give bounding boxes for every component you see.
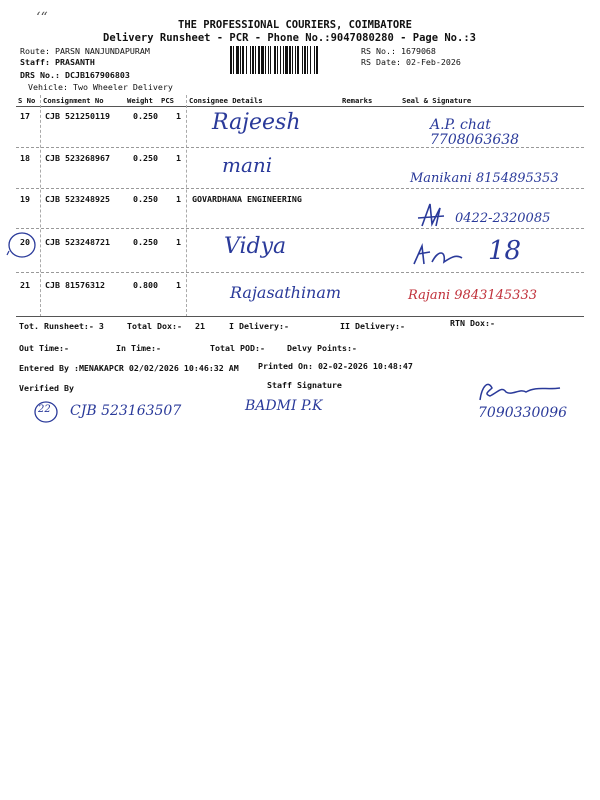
row-consignment: CJB 81576312 — [45, 280, 105, 290]
row-sno: 21 — [20, 280, 30, 290]
handwritten-signature: 18 — [488, 236, 522, 266]
row-pcs: 1 — [176, 280, 181, 290]
barcode-bar — [261, 46, 264, 74]
barcode-bar — [310, 46, 311, 74]
handwritten-scribble — [410, 240, 470, 270]
rs-date: RS Date: 02-Feb-2026 — [361, 57, 461, 67]
barcode-bar — [304, 46, 306, 74]
total-dox-value: 21 — [195, 321, 205, 331]
barcode-bar — [252, 46, 254, 74]
barcode-bar — [314, 46, 315, 74]
barcode-bar — [307, 46, 308, 74]
barcode-bar — [283, 46, 284, 74]
row-pcs: 1 — [176, 153, 181, 163]
row-consignment: CJB 523248721 — [45, 237, 110, 247]
row-consignee: GOVARDHANA ENGINEERING — [192, 194, 302, 204]
vehicle-text: Vehicle: Two Wheeler Delivery — [28, 82, 173, 92]
row-divider — [16, 188, 584, 189]
barcode-bar — [274, 46, 276, 74]
handwritten-phone: 0422-2320085 — [455, 211, 551, 226]
staff-signature-label: Staff Signature — [267, 380, 342, 390]
total-runsheet: Tot. Runsheet:- 3 — [19, 321, 104, 331]
verified-by-label: Verified By — [19, 383, 74, 393]
page-subtitle: Delivery Runsheet - PCR - Phone No.:9047080280 - Page No.:3 — [103, 32, 476, 44]
row-weight: 0.800 — [133, 280, 158, 290]
barcode-bar — [316, 46, 318, 74]
row-pcs: 1 — [176, 237, 181, 247]
handwritten-consignment: CJB 523163507 — [70, 403, 182, 419]
ii-delivery: II Delivery:- — [340, 321, 405, 331]
barcode-bar — [233, 46, 234, 74]
entered-by: Entered By :MENAKAPCR 02/02/2026 10:46:32 AM — [19, 363, 239, 373]
row-consignment: CJB 521250119 — [45, 111, 110, 121]
barcode-bar — [236, 46, 239, 74]
handwritten-signature: Rajani 9843145333 — [408, 288, 537, 303]
col-header-weight: Weight — [127, 96, 153, 105]
row-weight: 0.250 — [133, 194, 158, 204]
barcode-bar — [242, 46, 244, 74]
barcode-bar — [230, 46, 232, 74]
barcode-bar — [297, 46, 299, 74]
rs-number: RS No.: 1679068 — [361, 46, 436, 56]
barcode-bar — [250, 46, 251, 74]
barcode-bar — [277, 46, 278, 74]
row-consignment: CJB 523248925 — [45, 194, 110, 204]
row-sno: 17 — [20, 111, 30, 121]
handwritten-signature: Manikani 8154895353 — [410, 171, 559, 186]
rtn-dox: RTN Dox:- — [450, 318, 495, 328]
row-consignment: CJB 523268967 — [45, 153, 110, 163]
row-weight: 0.250 — [133, 111, 158, 121]
barcode-bar — [258, 46, 260, 74]
column-divider — [186, 95, 187, 317]
col-header-consignment: Consignment No — [43, 96, 104, 105]
printed-on: Printed On: 02-02-2026 10:48:47 — [258, 361, 413, 371]
delvy-points: Delvy Points:- — [287, 343, 357, 353]
barcode-bar — [255, 46, 256, 74]
row-sno: 19 — [20, 194, 30, 204]
handwritten-receiver: Vidya — [224, 234, 287, 259]
row-sno: 18 — [20, 153, 30, 163]
handwritten-receiver: Rajeesh — [212, 110, 301, 135]
handwritten-phone: 7090330096 — [478, 405, 568, 421]
barcode-bar — [295, 46, 296, 74]
handwritten-receiver: mani — [222, 153, 273, 177]
handwritten-staff-name: BADMI P.K — [245, 398, 323, 414]
row-divider — [16, 147, 584, 148]
total-dox-label: Total Dox:- — [127, 321, 182, 331]
column-divider — [40, 95, 41, 317]
barcode-bar — [240, 46, 241, 74]
col-header-pcs: PCS — [161, 96, 174, 105]
barcode-bar — [265, 46, 266, 74]
barcode-bar — [280, 46, 281, 74]
drs-text: DRS No.: DCJB167906803 — [20, 70, 130, 80]
col-header-seal-signature: Seal & Signature — [402, 96, 472, 105]
handwritten-receiver: Rajasathinam — [230, 283, 342, 302]
row-divider — [16, 272, 584, 273]
col-header-sno: S No — [18, 96, 36, 105]
barcode-bar — [246, 46, 247, 74]
i-delivery: I Delivery:- — [229, 321, 289, 331]
barcode-bar — [289, 46, 291, 74]
handwritten-scribble — [476, 378, 566, 404]
row-sno: 20 — [20, 237, 30, 247]
row-pcs: 1 — [176, 111, 181, 121]
total-pod: Total POD:- — [210, 343, 265, 353]
scan-mark: ‘“ — [36, 10, 48, 26]
row-pcs: 1 — [176, 194, 181, 204]
handwritten-scribble — [416, 200, 446, 230]
barcode-bar — [285, 46, 288, 74]
handwritten-number: 22 — [38, 404, 51, 415]
out-time: Out Time:- — [19, 343, 69, 353]
company-title: THE PROFESSIONAL COURIERS, COIMBATORE — [178, 19, 412, 31]
table-bottom-divider — [16, 316, 584, 317]
barcode-bar — [302, 46, 303, 74]
col-header-consignee: Consignee Details — [189, 96, 263, 105]
barcode-bar — [268, 46, 269, 74]
barcode-bar — [292, 46, 293, 74]
barcode — [230, 46, 358, 74]
col-header-remarks: Remarks — [342, 96, 373, 105]
row-weight: 0.250 — [133, 153, 158, 163]
barcode-bar — [270, 46, 271, 74]
row-divider — [16, 228, 584, 229]
route-text: Route: PARSN NANJUNDAPURAM — [20, 46, 150, 56]
row-weight: 0.250 — [133, 237, 158, 247]
handwritten-signature: A.P. chat 7708063638 — [430, 117, 520, 148]
header-divider — [16, 106, 584, 107]
in-time: In Time:- — [116, 343, 161, 353]
staff-text: Staff: PRASANTH — [20, 57, 95, 67]
